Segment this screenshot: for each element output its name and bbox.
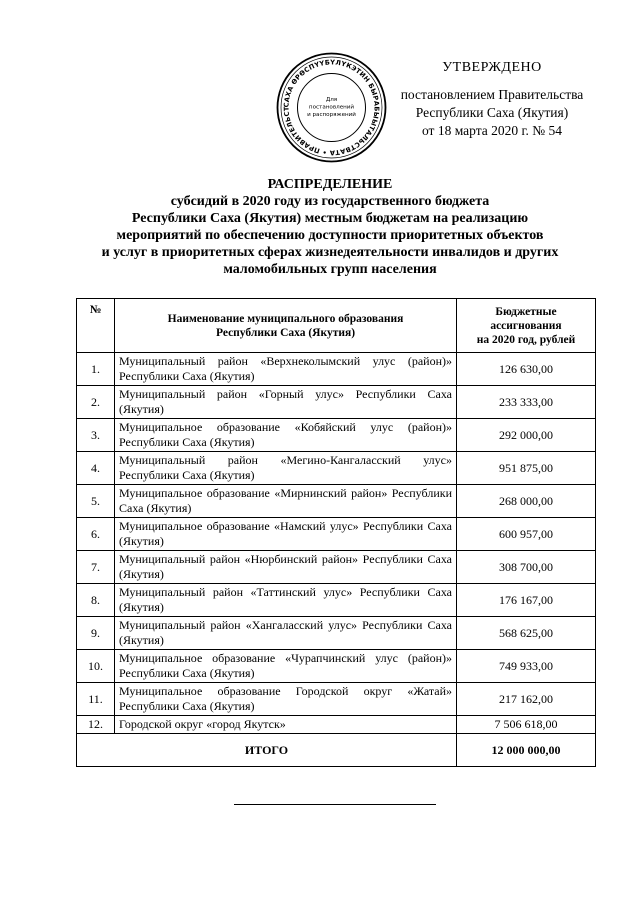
total-label: ИТОГО	[77, 734, 457, 767]
header-amount	[457, 299, 596, 353]
row-num: 6.	[77, 518, 115, 551]
title-line5: и услуг в приоритетных сферах жизнедеятельности инвалидов и других	[101, 245, 559, 260]
row-amount: 233 333,00	[457, 386, 596, 419]
row-amount: 7 506 618,00	[457, 716, 596, 734]
table-row	[77, 485, 596, 518]
header-amount-line1: Бюджетные	[495, 305, 557, 318]
stamp-center-line1: Для	[325, 97, 338, 103]
row-amount: 126 630,00	[457, 353, 596, 386]
title-line2: субсидий в 2020 году из государственного бюджета	[170, 194, 490, 209]
row-name: Муниципальный район «Мегино-Кангаласский улус» Республики Саха (Якутия)	[115, 452, 457, 485]
approval-line2: Республики Саха (Якутия)	[415, 105, 569, 120]
row-name: Муниципальное образование «Чурапчинский улус (район)» Республики Саха (Якутия)	[115, 650, 457, 683]
row-num: 7.	[77, 551, 115, 584]
row-amount: 749 933,00	[457, 650, 596, 683]
total-amount: 12 000 000,00	[457, 734, 596, 767]
table-row	[77, 386, 596, 419]
row-num: 5.	[77, 485, 115, 518]
approval-block	[372, 60, 612, 140]
approval-title: УТВЕРЖДЕНО	[442, 60, 542, 75]
row-name: Муниципальное образование «Мирнинский район» Республики Саха (Якутия)	[115, 485, 457, 518]
table-row	[77, 551, 596, 584]
footer-divider	[234, 804, 436, 805]
table-row	[77, 683, 596, 716]
table-row	[77, 617, 596, 650]
stamp-center-line2: постановлений	[308, 104, 355, 111]
row-name: Муниципальный район «Хангаласский улус» Республики Саха (Якутия)	[115, 617, 457, 650]
row-name: Муниципальный район «Нюрбинский район» Республики Саха (Якутия)	[115, 551, 457, 584]
table-row	[77, 353, 596, 386]
row-num: 8.	[77, 584, 115, 617]
stamp-center-line3: и распоряжений	[307, 112, 356, 118]
header-name	[115, 299, 457, 353]
header-num: №	[77, 299, 115, 353]
row-amount: 600 957,00	[457, 518, 596, 551]
total-row	[77, 734, 596, 767]
distribution-table	[76, 298, 596, 767]
row-amount: 268 000,00	[457, 485, 596, 518]
table-row	[77, 650, 596, 683]
row-name: Муниципальный район «Верхнеколымский улус (район)» Республики Саха (Якутия)	[115, 353, 457, 386]
row-name: Муниципальное образование «Кобяйский улус (район)» Республики Саха (Якутия)	[115, 419, 457, 452]
row-name: Муниципальное образование «Намский улус» Республики Саха (Якутия)	[115, 518, 457, 551]
title-line3: Республики Саха (Якутия) местным бюджетам на реализацию	[131, 211, 529, 226]
approval-line1: постановлением Правительства	[400, 87, 584, 102]
title-line6: маломобильных групп населения	[223, 262, 437, 277]
row-amount: 951 875,00	[457, 452, 596, 485]
stamp-outer-text: САХА ӨРӨСПҮҮБҮЛҮКЭТИН БЫРАБЫЫТАЛЬСТВАТА • ПРАВИТЕЛЬСТ	[282, 58, 381, 157]
header-name-line2: Республики Саха (Якутия)	[215, 326, 356, 339]
table-row	[77, 518, 596, 551]
title-line4: мероприятий по обеспечению доступности приоритетных объектов	[116, 228, 544, 243]
row-amount: 217 162,00	[457, 683, 596, 716]
table-row	[77, 419, 596, 452]
row-num: 10.	[77, 650, 115, 683]
row-name: Муниципальное образование Городской округ «Жатай» Республики Саха (Якутия)	[115, 683, 457, 716]
row-num: 11.	[77, 683, 115, 716]
approval-line3: от 18 марта 2020 г. № 54	[421, 123, 563, 138]
row-num: 2.	[77, 386, 115, 419]
row-amount: 176 167,00	[457, 584, 596, 617]
row-name: Муниципальный район «Горный улус» Республики Саха (Якутия)	[115, 386, 457, 419]
row-amount: 292 000,00	[457, 419, 596, 452]
table-row	[77, 716, 596, 734]
row-num: 4.	[77, 452, 115, 485]
row-name: Муниципальный район «Таттинский улус» Республики Саха (Якутия)	[115, 584, 457, 617]
row-name: Городской округ «город Якутск»	[115, 716, 457, 734]
header-amount-line2: ассигнования	[490, 319, 562, 332]
header-amount-line3: на 2020 год, рублей	[476, 333, 576, 346]
document-title	[60, 176, 600, 278]
table-row	[77, 584, 596, 617]
row-num: 3.	[77, 419, 115, 452]
row-num: 9.	[77, 617, 115, 650]
header-name-line1: Наименование муниципального образования	[167, 312, 404, 325]
row-num: 12.	[77, 716, 115, 734]
row-amount: 568 625,00	[457, 617, 596, 650]
row-amount: 308 700,00	[457, 551, 596, 584]
table-header-row	[77, 299, 596, 353]
table-row	[77, 452, 596, 485]
title-line1: РАСПРЕДЕЛЕНИЕ	[267, 177, 393, 192]
row-num: 1.	[77, 353, 115, 386]
